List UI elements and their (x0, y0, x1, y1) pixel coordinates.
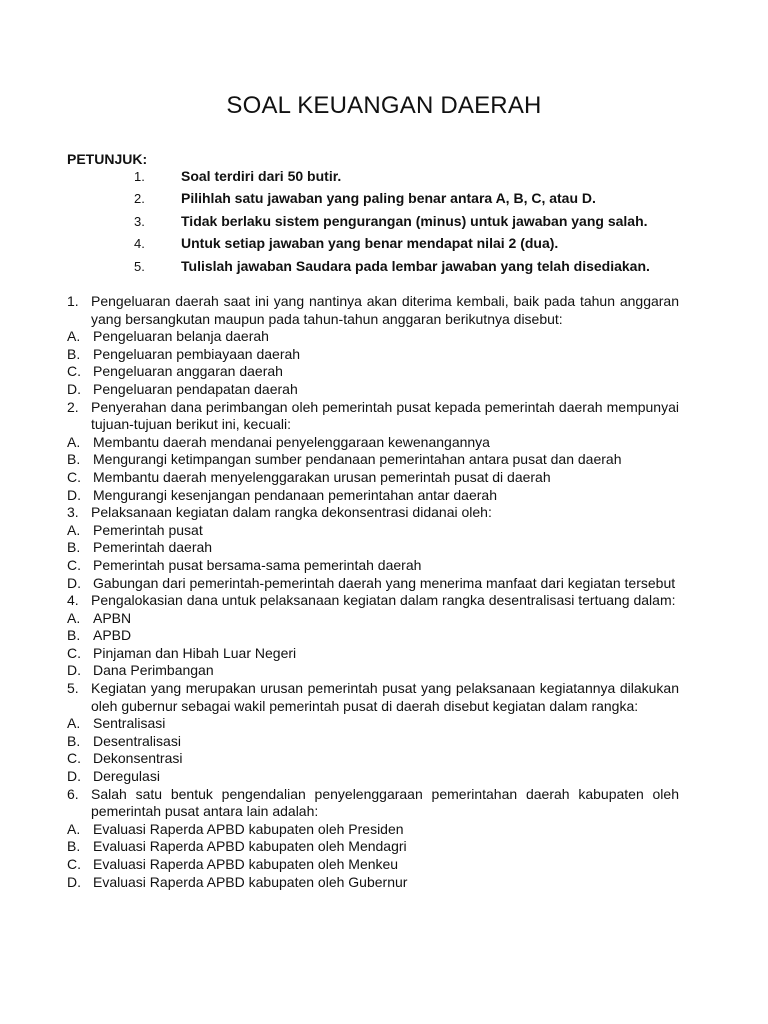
answer-option (67, 434, 679, 452)
question-number: 2. (67, 398, 79, 415)
question-item (67, 592, 679, 610)
answer-option (67, 575, 679, 593)
option-text: Pemerintah pusat bersama-sama pemerintah daerah (93, 556, 422, 573)
instruction-item (0, 168, 768, 190)
option-letter: B. (67, 627, 81, 644)
option-text: Pemerintah daerah (93, 539, 213, 556)
option-letter: B. (67, 345, 81, 362)
answer-option (67, 768, 679, 786)
answer-option (67, 874, 679, 892)
option-text: Deregulasi (93, 768, 160, 785)
question-item (67, 293, 679, 328)
option-letter: D. (67, 486, 81, 503)
option-letter: A. (67, 609, 81, 626)
answer-option (67, 539, 679, 557)
answer-option (67, 662, 679, 680)
option-letter: B. (67, 732, 81, 749)
option-letter: C. (67, 750, 81, 767)
instructions-heading: PETUNJUK: (67, 151, 148, 167)
option-letter: A. (67, 715, 81, 732)
option-text: Mengurangi ketimpangan sumber pendanaan pemerintahan antara pusat dan daerah (93, 451, 622, 468)
answer-option (67, 715, 679, 733)
answer-option (67, 750, 679, 768)
option-text: Sentralisasi (93, 715, 166, 732)
option-text: Evaluasi Raperda APBD kabupaten oleh Presiden (93, 820, 404, 837)
option-text: Desentralisasi (93, 732, 181, 749)
answer-option (67, 469, 679, 487)
answer-option (67, 451, 679, 469)
option-letter: C. (67, 363, 81, 380)
answer-option (67, 610, 679, 628)
option-letter: C. (67, 556, 81, 573)
option-text: Dana Perimbangan (93, 662, 214, 679)
instruction-text: Pilihlah satu jawaban yang paling benar antara A, B, C, atau D. (181, 190, 596, 207)
instruction-number: 4. (134, 236, 145, 252)
answer-option (67, 557, 679, 575)
instruction-item (0, 213, 768, 235)
answer-option (67, 856, 679, 874)
option-text: Membantu daerah menyelenggarakan urusan pemerintah pusat di daerah (93, 468, 551, 485)
answer-option (67, 363, 679, 381)
answer-option (67, 733, 679, 751)
option-text: Evaluasi Raperda APBD kabupaten oleh Gubernur (93, 873, 408, 890)
instruction-item (0, 235, 768, 257)
question-number: 5. (67, 680, 79, 697)
option-letter: B. (67, 539, 81, 556)
option-letter: C. (67, 856, 81, 872)
option-letter: D. (67, 380, 81, 397)
answer-option (67, 838, 679, 856)
instruction-item (0, 190, 768, 212)
option-letter: D. (67, 768, 81, 785)
question-list (67, 293, 679, 891)
option-text: Pengeluaran belanja daerah (93, 328, 269, 345)
instruction-text: Untuk setiap jawaban yang benar mendapat nilai 2 (dua). (181, 235, 559, 252)
answer-option (67, 627, 679, 645)
answer-option (67, 487, 679, 505)
option-letter: D. (67, 662, 81, 679)
option-letter: A. (67, 521, 81, 538)
instruction-text: Tidak berlaku sistem pengurangan (minus) untuk jawaban yang salah. (181, 212, 648, 229)
option-text: Evaluasi Raperda APBD kabupaten oleh Menkeu (93, 856, 399, 872)
question-text: Salah satu bentuk pengendalian penyelenggaraan pemerintahan daerah kabupaten oleh pemerintah pusat antara lain adalah: (91, 785, 679, 820)
option-letter: D. (67, 574, 81, 591)
option-text: APBD (93, 627, 132, 644)
option-letter: C. (67, 644, 81, 661)
instruction-text: Tulislah jawaban Saudara pada lembar jawaban yang telah disediakan. (181, 257, 650, 274)
option-text: Pengeluaran pembiayaan daerah (93, 345, 301, 362)
question-number: 6. (67, 785, 79, 802)
question-item (67, 399, 679, 434)
answer-option (67, 522, 679, 540)
question-number: 4. (67, 592, 79, 609)
option-letter: B. (67, 451, 81, 468)
question-text: Penyerahan dana perimbangan oleh pemerintah pusat kepada pemerintah daerah mempunyai tujuan-tujuan berikut ini, kecuali: (91, 398, 679, 433)
instruction-item (0, 258, 768, 280)
question-text: Pelaksanaan kegiatan dalam rangka dekonsentrasi didanai oleh: (91, 504, 492, 521)
page-title: SOAL KEUANGAN DAERAH (226, 92, 542, 119)
answer-option (67, 346, 679, 364)
answer-option (67, 328, 679, 346)
instruction-number: 5. (134, 258, 145, 274)
question-number: 1. (67, 293, 79, 309)
question-item (67, 680, 679, 715)
option-letter: A. (67, 433, 81, 450)
question-item (67, 786, 679, 821)
question-text: Pengalokasian dana untuk pelaksanaan kegiatan dalam rangka desentralisasi tertuang dalam: (91, 592, 676, 609)
option-text: Pemerintah pusat (93, 521, 203, 538)
option-text: Gabungan dari pemerintah-pemerintah daerah yang menerima manfaat dari kegiatan tersebut (93, 574, 676, 591)
option-text: Membantu daerah mendanai penyelenggaraan kewenangannya (93, 433, 490, 450)
option-letter: A. (67, 328, 81, 345)
option-text: Pengeluaran anggaran daerah (93, 363, 283, 380)
option-letter: D. (67, 873, 81, 890)
option-text: Pengeluaran pendapatan daerah (93, 380, 298, 397)
question-item (67, 504, 679, 522)
option-text: Mengurangi kesenjangan pendanaan pemerintahan antar daerah (93, 486, 497, 503)
instruction-text: Soal terdiri dari 50 butir. (181, 168, 342, 184)
instruction-number: 2. (134, 191, 145, 207)
answer-option (67, 821, 679, 839)
instruction-number: 3. (134, 213, 145, 229)
answer-option (67, 381, 679, 399)
instruction-number: 1. (134, 169, 145, 184)
option-letter: A. (67, 820, 81, 837)
instructions-list (0, 168, 768, 280)
option-text: Dekonsentrasi (93, 750, 183, 767)
question-number: 3. (67, 504, 79, 521)
option-letter: B. (67, 838, 81, 855)
option-text: Evaluasi Raperda APBD kabupaten oleh Mendagri (93, 838, 407, 855)
question-text: Pengeluaran daerah saat ini yang nantinya akan diterima kembali, baik pada tahun anggaran yang bersangkutan maupun pada tahun-tahun anggaran berikutnya disebut: (91, 293, 679, 327)
option-text: Pinjaman dan Hibah Luar Negeri (93, 644, 297, 661)
question-text: Kegiatan yang merupakan urusan pemerintah pusat yang pelaksanaan kegiatannya dilakukan oleh gubernur sebagai wakil pemerintah pusat di daerah disebut kegiatan dalam rangka: (91, 680, 679, 714)
option-letter: C. (67, 468, 81, 485)
answer-option (67, 645, 679, 663)
option-text: APBN (93, 609, 132, 626)
